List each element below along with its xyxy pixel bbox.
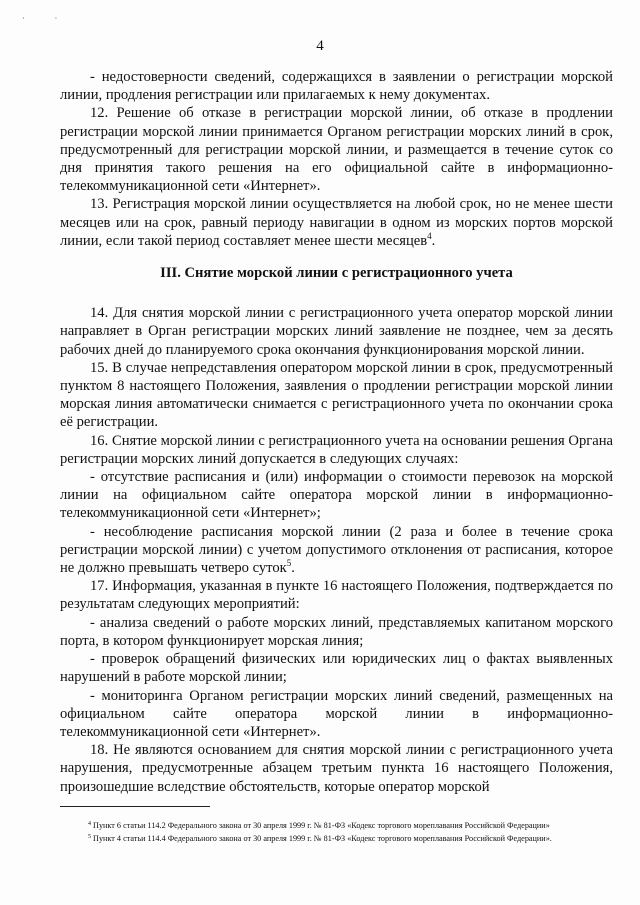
footnote-4 [60, 819, 613, 832]
footnote-5 [60, 832, 613, 845]
footnote-4-mark: 4 [88, 821, 91, 827]
paragraph-17: 17. Информация, указанная в пункте 16 настоящего Положения, подтверждается по результатам следующих мероприятий: [60, 578, 613, 613]
footnote-5-mark: 5 [88, 834, 91, 840]
paragraph-17-item-b: - проверок обращений физических или юридических лиц о фактах выявленных нарушений в работе морской линии; [60, 651, 613, 686]
paragraph-16: 16. Снятие морской линии с регистрационного учета на основании решения Органа регистрации морских линий допускается в следующих случаях: [60, 432, 613, 467]
page-number: 4 [316, 38, 324, 54]
footnote-ref-5: 5 [286, 558, 292, 569]
paragraph-18: 18. Не являются основанием для снятия морской линии с регистрационного учета нарушения, предусмотренные абзацем третьим пункта 16 настоящего Положения, произошедшие вследствие обстоятельств, которые оператор морской [60, 742, 613, 795]
paragraph-16-item-b: - несоблюдение расписания морской линии (2 раза и более в течение срока регистрации морской линии) с учетом допустимого отклонения от расписания, которое не должно превышать четверо суток$^5$. [60, 523, 613, 577]
paragraph-14: 14. Для снятия морской линии с регистрационного учета оператор морской линии направляет в Орган регистрации морских линий заявление не позднее, чем за десять рабочих дней до планируемого срока окончания функционирования морской линии. [60, 305, 613, 358]
footnotes [60, 806, 613, 845]
section-heading: III. Снятие морской линии с регистрационного учета [160, 265, 513, 282]
document-body [60, 68, 613, 796]
paragraph-13-text: 13. Регистрация морской линии осуществляется на любой срок, но не менее шести месяцев или на срок, равный периоду навигации в одном из морских портов морской линии, если такой период составляет менее шести месяцев [60, 196, 613, 249]
footnote-4-text: Пункт 6 статьи 114.2 Федерального закона от 30 апреля 1999 г. № 81-ФЗ «Кодекс торгового мореплавания Российской Федерации» [93, 821, 550, 830]
footnote-ref-4: 4 [427, 230, 432, 241]
paragraph-12: 12. Решение об отказе в регистрации морской линии, об отказе в продлении регистрации морской линии принимается Органом регистрации морских линий в срок, предусмотренный для регистрации морской линии, и размещается в течение суток со дня принятия такого решения на его официальной сайте в информационно-телекоммуникационной сети «Интернет». [60, 105, 613, 195]
scan-specks: · · [22, 14, 72, 23]
paragraph-13: 13. Регистрация морской линии осуществляется на любой срок, но не менее шести месяцев или на срок, равный периоду навигации в одном из морских портов морской линии, если такой период составляет менее шести месяцев$^4$. [60, 196, 613, 249]
paragraph-17-item-a: - анализа сведений о работе морских линий, представляемых капитаном морского порта, в котором функционирует морская линия; [60, 614, 613, 649]
footnote-separator [60, 806, 210, 807]
paragraph-16-item-a: - отсутствие расписания и (или) информации о стоимости перевозок на морской линии на официальном сайте оператора морской линии в информационно-телекоммуникационной сети «Интернет»; [60, 469, 613, 522]
footnote-5-text: Пункт 4 статьи 114.4 Федерального закона от 30 апреля 1999 г. № 81-ФЗ «Кодекс торгового мореплавания Российской Федерации». [93, 834, 552, 843]
paragraph-11-item: - недостоверности сведений, содержащихся в заявлении о регистрации морской линии, продления регистрации или прилагаемых к нему документах. [60, 69, 613, 104]
paragraph-17-item-c: - мониторинга Органом регистрации морских линий сведений, размещенных на официальном сайте оператора морской линии в информационно-телекоммуникационной сети «Интернет». [60, 687, 613, 740]
paragraph-15: 15. В случае непредставления оператором морской линии в срок, предусмотренный пунктом 8 настоящего Положения, заявления о продлении регистрации морской линии морская линия автоматически снимается с регистрационного учета по окончании срока её регистрации. [60, 359, 613, 431]
paragraph-16-item-b-text: - несоблюдение расписания морской линии (2 раза и более в течение срока регистрации морской линии) с учетом допустимого отклонения от расписания, которое не должно превышать четверо суток [60, 523, 613, 577]
